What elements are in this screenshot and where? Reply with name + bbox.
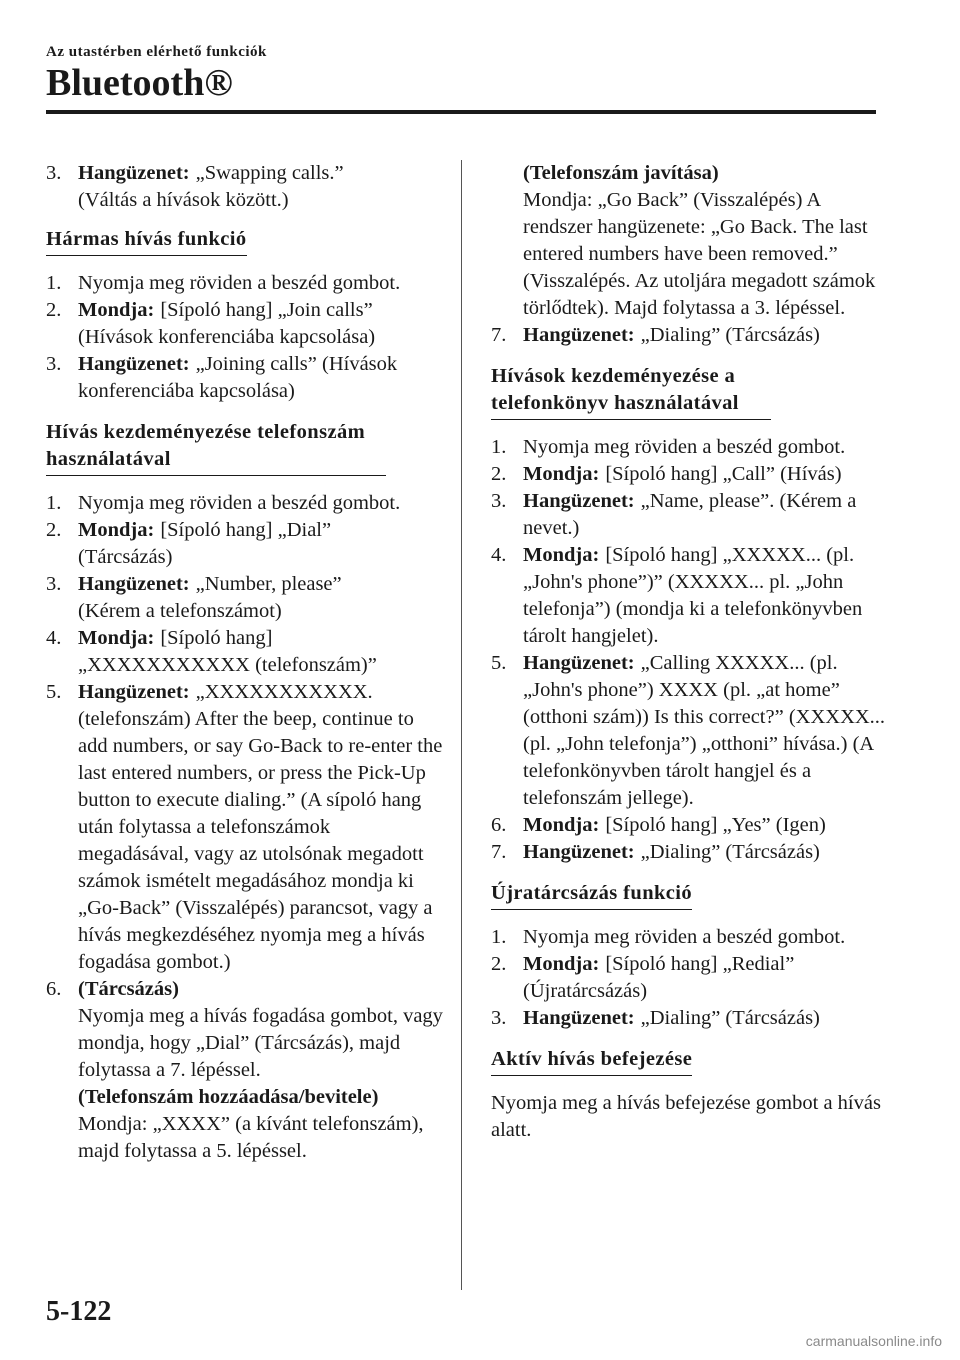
item-extra: (Váltás a hívások között.) xyxy=(78,189,289,211)
item-number: 7. xyxy=(491,841,507,863)
left-column xyxy=(46,160,446,1165)
page-number: 5-122 xyxy=(46,1296,112,1327)
list-item xyxy=(46,351,446,405)
item-number: 1. xyxy=(491,436,507,458)
heading-telefonkonyv: Hívások kezdeményezése a telefonkönyv használatával xyxy=(491,363,771,420)
item-number: 3. xyxy=(491,490,507,512)
item-text: „Swapping calls.” xyxy=(195,162,344,184)
list-item xyxy=(491,434,886,461)
item-extra: (telefonszám) After the beep, continue to add numbers, or say Go-Back to re-enter the last entered numbers, or press the Pick-Up button to execute dialing.” (A sípoló hang után folytassa a telefonszámok megadásával, vagy az utolsónak megadott számok ismételt megadásához mondja ki „Go-Back” (Visszalépés) parancsot, vagy a hívás megkezdéséhez nyomja meg a hívás fogadása gombot.) xyxy=(78,708,443,973)
item-extra: (Kérem a telefonszámot) xyxy=(78,600,282,622)
item-text: [Sípoló hang] „Join calls” xyxy=(160,299,373,321)
item-label: Mondja: xyxy=(78,627,155,649)
item-label: Mondja: xyxy=(523,463,600,485)
item-label: (Tárcsázás) xyxy=(78,978,179,1000)
list-item xyxy=(491,812,886,839)
item-label: Mondja: xyxy=(523,953,600,975)
item-number: 5. xyxy=(46,681,62,703)
item-sub-label: (Telefonszám hozzáadása/bevitele) xyxy=(78,1086,379,1108)
item-number: 7. xyxy=(491,324,507,346)
item-label: (Telefonszám javítása) xyxy=(523,162,719,184)
item-number: 3. xyxy=(46,353,62,375)
list-item xyxy=(491,650,886,812)
item-text: [Sípoló hang] xyxy=(160,627,273,649)
item-label: Hangüzenet: xyxy=(523,490,635,512)
item-number: 5. xyxy=(491,652,507,674)
item-extra: (Újratárcsázás) xyxy=(523,980,648,1002)
item-label: Hangüzenet: xyxy=(523,324,635,346)
item-text: „Calling XXXXX... (pl. „John's phone”) XXXX (pl. „at home” (otthoni szám)) Is this correct?” (XXXXX... (pl. „John telefonja”) „otthoni” hívása.) (A telefonkönyvben tárolt hangjel és a telefonszám jellege). xyxy=(523,652,886,809)
list-item xyxy=(46,517,446,571)
item-label: Mondja: xyxy=(523,544,600,566)
item-text: „Joining calls” (Hívások konferenciába kapcsolása) xyxy=(78,353,398,402)
item-number: 6. xyxy=(491,814,507,836)
item-label: Hangüzenet: xyxy=(78,353,190,375)
list-item xyxy=(491,461,886,488)
item-sub-text: Mondja: „XXXX” (a kívánt telefonszám), majd folytassa a 5. lépéssel. xyxy=(78,1113,424,1162)
heading-ujratarcsazas: Újratárcsázás funkció xyxy=(491,880,692,910)
list-item xyxy=(46,160,446,214)
list-item-continued xyxy=(491,160,886,322)
item-number: 1. xyxy=(46,272,62,294)
paragraph-aktiv-hivas: Nyomja meg a hívás befejezése gombot a hívás alatt. xyxy=(491,1092,881,1141)
list-item xyxy=(491,488,886,542)
item-text: Mondja: „Go Back” (Visszalépés) A rendszer hangüzenete: „Go Back. The last entered numbers have been removed.” (Visszalépés. Az utoljára megadott számok törlődtek). Majd folytassa a 3. lépéssel. xyxy=(523,189,876,319)
chapter-title: Bluetooth® xyxy=(46,62,233,104)
item-text: [Sípoló hang] „Call” (Hívás) xyxy=(605,463,842,485)
item-text: „Dialing” (Tárcsázás) xyxy=(640,324,820,346)
item-number: 2. xyxy=(491,953,507,975)
item-text: „Name, please”. (Kérem a nevet.) xyxy=(523,490,857,539)
item-text: „Dialing” (Tárcsázás) xyxy=(640,841,820,863)
header-rule xyxy=(46,110,876,114)
heading-telefonszam: Hívás kezdeményezése telefonszám használatával xyxy=(46,419,386,476)
item-text: [Sípoló hang] „Yes” (Igen) xyxy=(605,814,826,836)
watermark: carmanualsonline.info xyxy=(805,1333,942,1349)
heading-harmas-hivas: Hármas hívás funkció xyxy=(46,226,247,256)
item-text: [Sípoló hang] „Redial” xyxy=(605,953,795,975)
list-item xyxy=(491,951,886,1005)
item-label: Hangüzenet: xyxy=(78,162,190,184)
item-text: [Sípoló hang] „Dial” xyxy=(160,519,332,541)
column-divider xyxy=(461,160,462,1290)
item-number: 3. xyxy=(491,1007,507,1029)
item-number: 3. xyxy=(46,573,62,595)
item-label: Mondja: xyxy=(78,299,155,321)
item-text: Nyomja meg röviden a beszéd gombot. xyxy=(523,436,846,458)
item-number: 3. xyxy=(46,162,62,184)
list-item xyxy=(491,839,886,866)
item-extra: „XXXXXXXXXXX (telefonszám)” xyxy=(78,654,377,676)
list-item xyxy=(46,976,446,1165)
item-text: „XXXXXXXXXXX. xyxy=(195,681,373,703)
item-text: „Number, please” xyxy=(195,573,342,595)
list-item xyxy=(46,490,446,517)
list-item xyxy=(491,1005,886,1032)
item-label: Hangüzenet: xyxy=(523,652,635,674)
list-item xyxy=(46,297,446,351)
item-number: 4. xyxy=(46,627,62,649)
list-item xyxy=(46,270,446,297)
item-text: [Sípoló hang] „XXXXX... (pl. „John's phone”)” (XXXXX... pl. „John telefonja”) (mondja ki a telefonkönyvben tárolt hangjelet). xyxy=(523,544,863,647)
item-text: Nyomja meg röviden a beszéd gombot. xyxy=(78,492,401,514)
item-extra: (Tárcsázás) xyxy=(78,546,173,568)
item-text: „Dialing” (Tárcsázás) xyxy=(640,1007,820,1029)
list-item xyxy=(491,542,886,650)
list-item xyxy=(46,625,446,679)
item-label: Mondja: xyxy=(78,519,155,541)
item-text: Nyomja meg röviden a beszéd gombot. xyxy=(523,926,846,948)
right-column xyxy=(491,160,886,1144)
item-number: 2. xyxy=(46,519,62,541)
item-text: Nyomja meg a hívás fogadása gombot, vagy mondja, hogy „Dial” (Tárcsázás), majd folytassa a 7. lépéssel. xyxy=(78,1005,443,1081)
item-label: Hangüzenet: xyxy=(78,573,190,595)
list-item xyxy=(46,679,446,976)
item-label: Hangüzenet: xyxy=(523,841,635,863)
item-text: Nyomja meg röviden a beszéd gombot. xyxy=(78,272,401,294)
item-extra: (Hívások konferenciába kapcsolása) xyxy=(78,326,376,348)
item-number: 2. xyxy=(491,463,507,485)
item-number: 1. xyxy=(46,492,62,514)
list-item xyxy=(491,924,886,951)
item-label: Mondja: xyxy=(523,814,600,836)
item-label: Hangüzenet: xyxy=(78,681,190,703)
section-label: Az utastérben elérhető funkciók xyxy=(46,44,267,60)
item-number: 4. xyxy=(491,544,507,566)
item-label: Hangüzenet: xyxy=(523,1007,635,1029)
heading-aktiv-hivas: Aktív hívás befejezése xyxy=(491,1046,692,1076)
item-number: 6. xyxy=(46,978,62,1000)
list-item xyxy=(46,571,446,625)
list-item xyxy=(491,322,886,349)
item-number: 1. xyxy=(491,926,507,948)
item-number: 2. xyxy=(46,299,62,321)
